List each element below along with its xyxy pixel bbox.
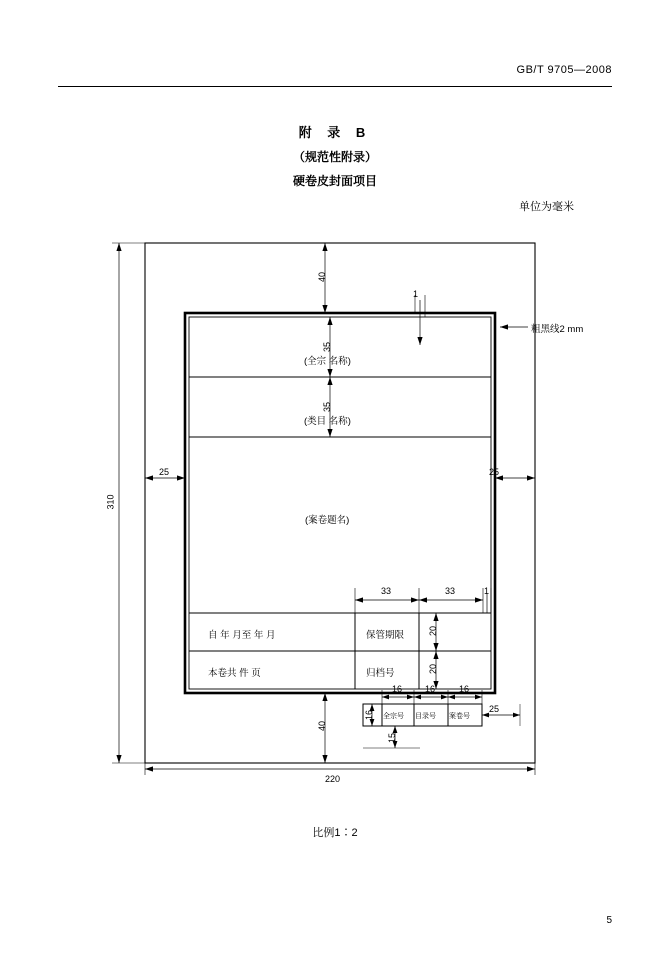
field-archive-no: 归档号 — [366, 668, 395, 679]
dim-top-margin: 40 — [317, 271, 328, 283]
field-category-name: (类目 名称) — [304, 416, 351, 427]
dim-row-fonds: 35 — [322, 341, 333, 353]
field-date-range: 自 年 月至 年 月 — [208, 630, 276, 641]
page-number: 5 — [606, 915, 612, 926]
dim-bottom-16-b: 16 — [425, 684, 436, 694]
dim-border-gap: 1 — [413, 289, 419, 299]
field-file-title: (案卷题名) — [305, 515, 350, 526]
dim-bottom-16-left: 16 — [364, 709, 375, 721]
field-volume-count: 本卷共 件 页 — [208, 668, 261, 679]
field-fonds-name: (全宗 名称) — [304, 356, 351, 367]
dim-bottom-16-c: 16 — [459, 684, 470, 694]
scale-note: 比例1∶2 — [312, 827, 358, 839]
dim-cell-20-b: 20 — [428, 663, 439, 675]
dim-bottom-15: 15 — [387, 732, 398, 744]
dim-right-margin: 25 — [489, 467, 500, 477]
dim-row-category: 35 — [322, 401, 333, 413]
field-foot-catalog-no: 目录号 — [415, 713, 436, 720]
dim-bottom-25: 25 — [489, 704, 500, 714]
dim-col-33-b: 33 — [445, 586, 456, 596]
dim-cell-20-a: 20 — [428, 625, 439, 637]
annex-type: （规范性附录） — [292, 150, 377, 164]
annex-title: 附 录 B — [298, 125, 372, 140]
dim-overall-width: 220 — [325, 774, 341, 784]
dim-col-33-a: 33 — [381, 586, 392, 596]
dim-left-margin: 25 — [159, 467, 170, 477]
dim-bottom-margin: 40 — [317, 720, 328, 732]
field-foot-volume-no: 案卷号 — [449, 713, 470, 720]
dim-overall-height: 310 — [105, 494, 116, 510]
unit-note: 单位为毫米 — [519, 201, 574, 213]
callout-thick-line: 粗黑线2 mm — [531, 324, 584, 335]
dim-bottom-16-a: 16 — [392, 684, 403, 694]
field-foot-fonds-no: 全宗号 — [383, 713, 404, 720]
field-retention: 保管期限 — [366, 630, 405, 641]
dim-col-right-1: 1 — [484, 586, 490, 596]
annex-subject: 硬卷皮封面项目 — [292, 174, 377, 188]
standard-code: GB/T 9705—2008 — [516, 64, 612, 76]
